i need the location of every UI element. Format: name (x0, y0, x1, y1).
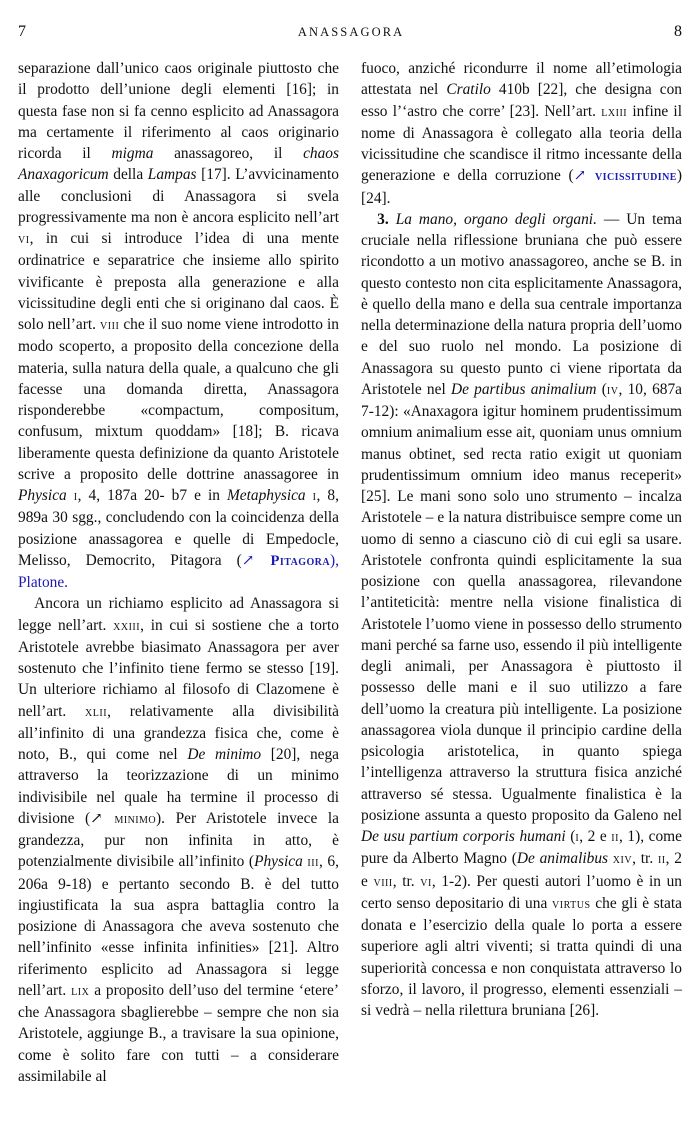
roman-numeral: i (73, 488, 78, 504)
text-run: ( (596, 380, 607, 398)
roman-numeral: lix (71, 982, 90, 999)
roman-numeral: xiv (612, 851, 633, 868)
text-run: ). Per Aristotele invece la grandezza, pur non infinita in atto, è potenzialmente divisibile all’infinito ( (18, 809, 339, 871)
text-run-italic: De partibus animalium (450, 380, 597, 398)
text-run: fuoco, anziché ricondurre il nome all’etimologia attestata nel (361, 60, 682, 99)
text-run: ( (565, 828, 576, 845)
text-run-italic: Cratilo (446, 81, 491, 99)
text-run: , 2 e (361, 850, 682, 890)
paragraph (18, 593, 339, 1087)
text-run: , in cui si sostiene che a torto Aristotele avrebbe biasimato Anassagora per aver sostenuto che l’infinito tiene fermo se stesso [19]. Un ulteriore richiamo al filosofo di Clazomene è nell’art. (18, 616, 339, 720)
text-run-italic: Physica (18, 487, 67, 504)
text-run: a proposito dell’uso del termine ‘etere’ che Anassagora sbaglierebbe – sempre che non sia Aristotele, aggiunge B., a travisare la sua opinione, come è solito fare con tutti – a considerare assimilabile al (18, 981, 339, 1085)
text-run-italic: De minimo (187, 746, 262, 763)
text-run: , tr. (392, 872, 421, 890)
text-run (306, 487, 313, 504)
text-run: separazione dall’unico caos originale piuttosto che il prodotto dell’unione degli elementi [16]; in questa fase non si fa cenno esplicito ad Anassagora ma certamente il riferimento al caos originario ricorda il (18, 60, 339, 162)
column-right (361, 58, 682, 1087)
running-head (18, 22, 682, 44)
roman-numeral: virtus (551, 895, 591, 912)
text-run: , 4, 187a 20- b7 e in (77, 487, 227, 504)
text-run-italic: De animalibus (516, 850, 609, 868)
body-columns (18, 58, 682, 1087)
roman-numeral: lxiii (601, 103, 628, 120)
text-run: ) [24]. (361, 167, 683, 207)
roman-numeral: vi (420, 873, 432, 890)
text-run: , 1-2). Per questi autori l’uomo è in un certo senso depositario di una (361, 872, 682, 912)
text-run: 410b [22], che designa con esso l’‘astro che corre’ [23]. Nell’art. (361, 81, 682, 120)
roman-numeral: iii (307, 854, 319, 871)
text-run-italic: Lampas (147, 166, 197, 184)
external-link-arrow-icon: ↗ (241, 552, 255, 569)
cross-reference-link-vicissitudine[interactable] (574, 168, 677, 184)
text-run: ), Platone. (18, 551, 339, 591)
roman-numeral: viii (373, 873, 393, 890)
text-run: , 6, 206a 9-18) e pertanto secondo B. è del tutto ingiustificata la sua aspra battaglia contro la posizione di Anassagora che aveva sostenuto che nell’infinito «esse infinita infinities» [21]. Altro riferimento esplicito ad Anassagora si legge nell’art. (18, 853, 339, 999)
cross-reference-label: vicissitudine (587, 168, 677, 185)
cross-reference-minimo[interactable] (90, 811, 156, 827)
text-run: che il suo nome viene introdotto in modo scoperto, a proposito della concezione della materia, sulla natura della quale, a qualcuno che gli facesse una domanda diretta, Anassagora risponderebbe «compactum, compositum, confusum, mixtum quoddam» [18]; B. ricava liberamente questa definizione da quanto Aristotele scrive a proposito delle dottrine anassagoree in (18, 316, 339, 483)
text-run-italic: chaos Anaxagoricum (18, 145, 339, 184)
text-run: [20], nega attraverso la teorizzazione di un minimo indivisibile nel quale ha termine il processo di divisione ( (18, 746, 340, 827)
paragraph (361, 58, 682, 209)
text-run: infine il nome di Anassagora è collegato alla teoria della vicissitudine che scandisce il ritmo incessante della generazione e della corruzione ( (361, 102, 682, 185)
roman-numeral: xxiii (113, 617, 141, 634)
text-run: , 8, 989a 30 sgg., concludendo con la coincidenza della posizione anassagorea e quelle di Empedocle, Melisso, Democrito, Pitagora ( (18, 487, 339, 569)
text-run: [17]. L’avvicinamento alle conclusioni di Anassagora si svela progressivamente ma non è ancora esplicito nell’art (18, 166, 339, 226)
section-title: La mano, organo degli organi. (395, 210, 597, 228)
folio-right: 8 (674, 23, 682, 40)
external-link-arrow-icon: ↗ (90, 810, 103, 827)
text-run: , 10, 687a 7-12): «Anaxagora igitur hominem prudentissimum omnium animalium esse ait, quoniam unus omnium manus obtinet, sed recta ratio exigit ut quoniam prudentissimum omnium ideo manus receperit» [25]. Le mani sono solo uno strumento – incalza Aristotele – e la natura distribuisce sempre come un uomo di senno a ciascuno ciò di cui egli sa usare. Aristotele confronta quindi esplicitamente la sua posizione con quella anassagorea, rilevandone l’antiteticità: mentre nella visione finalistica di Aristotele l’uomo viene in possesso dello strumento mani perché sa farne uso, essendo il più intelligente degli animali, per Anassagora è piuttosto il possesso delle mani e il suo utilizzo a fare dell’uomo la creatura più intelligente. La posizione anassagorea viola dunque il principio cardine della psicologia aristotelica, in quanto spiega l’intelligenza attraverso la struttura fisica anziché attraverso sé stessa. Ugualmente finalistica è la posizione assunta a questo proposito da Galeno nel (361, 380, 682, 824)
cross-reference-label: minimo (103, 810, 157, 827)
section-number: 3. (377, 210, 389, 228)
roman-numeral: ii (611, 829, 619, 845)
text-run: — Un tema cruciale nella riflessione bruniana che può essere ricondotto a un motivo anassagoreo, anche se B. in questo contesto non cita esplicitamente Anassagora, è quello della mano e della sua centrale importanza nella determinazione della natura propria dell’uomo e del suo ruolo nel mondo. La posizione di Anassagora su questo punto ci viene riportata da Aristotele nel (361, 210, 682, 398)
text-run: , relativamente alla divisibilità all’infinito di una grandezza fisica che, come è noto, B., qui come nel (18, 702, 339, 763)
running-title: ANASSAGORA (297, 25, 405, 39)
text-run-italic: Metaphysica (226, 487, 306, 504)
text-run (389, 211, 396, 228)
text-run: anassagoreo, il (153, 145, 304, 162)
cross-reference-label: Pitagora (255, 552, 330, 569)
external-link-arrow-icon: ↗ (573, 168, 587, 185)
cross-reference-link-pitagora[interactable] (242, 553, 330, 569)
roman-numeral: viii (100, 317, 120, 333)
text-run: , 1), come pure da Alberto Magno ( (361, 828, 682, 868)
roman-numeral: i (575, 829, 580, 845)
roman-numeral: xlii (85, 703, 108, 720)
column-left (18, 58, 339, 1087)
roman-numeral: vi (18, 231, 30, 247)
roman-numeral: ii (657, 851, 666, 868)
text-run: , tr. (632, 850, 658, 868)
roman-numeral: iv (606, 381, 619, 398)
roman-numeral: i (312, 488, 317, 504)
text-run-italic: Physica (254, 853, 303, 871)
text-run (67, 487, 74, 504)
text-run-italic: migma (111, 145, 154, 162)
text-run: che gli è stata donata e l’esercizio della quale lo porta a essere superiore agli altri viventi; si tratta quindi di una superiorità concessa e non conquistata attraverso lo sforzo, il lavoro, il progresso, elementi essenziali – si vedrà – nella rilettura bruniana [26]. (361, 894, 683, 1019)
text-run: Ancora un richiamo esplicito ad Anassagora si legge nell’art. (18, 595, 339, 634)
text-run: della (108, 166, 148, 184)
text-run: , 2 e (579, 828, 612, 845)
folio-left: 7 (18, 23, 26, 40)
paragraph (18, 58, 339, 593)
text-run-italic: De usu partium corporis humani (361, 828, 566, 845)
text-run: , in cui si introduce l’idea di una mente ordinatrice e separatrice che insieme allo spirito vivificante è preposta alla generazione e alla vicissitudine degli enti che si originano dal caos. È solo nell’art. (18, 230, 339, 333)
paragraph-section-3 (361, 209, 682, 1023)
